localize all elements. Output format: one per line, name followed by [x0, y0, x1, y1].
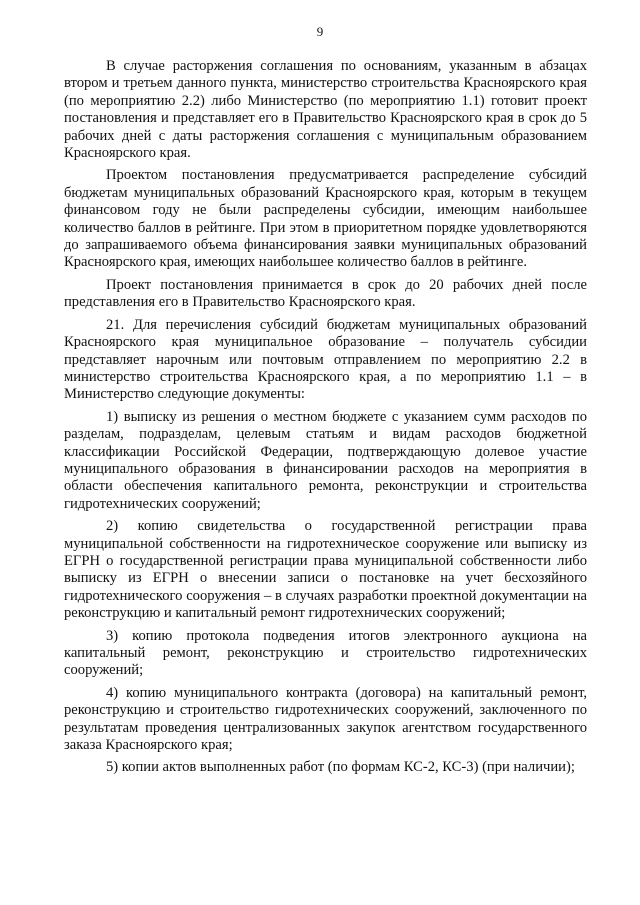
- list-item-municipal-contract: 4) копию муниципального контракта (договора) на капитальный ремонт, реконструкцию и строительство гидротехнических сооружений, заключенного по результатам проведения централизованных закупок агентством государственного заказа Красноярского края;: [64, 684, 587, 754]
- list-item-budget-extract: 1) выписку из решения о местном бюджете с указанием сумм расходов по разделам, подразделам, целевым статьям и видам расходов бюджетной классификации Российской Федерации, подтверждающую долевое участие муниципального образования в финансировании расходов на мероприятия в области обеспечения капитального ремонта, реконструкции и строительства гидротехнических сооружений;: [64, 408, 587, 512]
- paragraph-adoption-deadline: Проект постановления принимается в срок до 20 рабочих дней после представления его в Правительство Красноярского края.: [64, 276, 587, 311]
- paragraph-item-21: 21. Для перечисления субсидий бюджетам муниципальных образований Красноярского края муниципальное образование – получатель субсидии представляет нарочным или почтовым отправлением по мероприятию 2.2 в министерство строительства Красноярского края, а по мероприятию 1.1 – в Министерство следующие документы:: [64, 316, 587, 403]
- list-item-ownership-certificate: 2) копию свидетельства о государственной регистрации права муниципальной собственности на гидротехническое сооружение или выписку из ЕГРН о государственной регистрации права муниципальной собственности либо выписку из ЕГРН о внесении записи о постановке на учет бесхозяйного гидротехнического сооружения – в случаях разработки проектной документации на реконструкцию и капитальный ремонт гидротехнических сооружений;: [64, 518, 587, 622]
- list-item-work-acts: 5) копии актов выполненных работ (по формам КС-2, КС-3) (при наличии);: [106, 759, 575, 776]
- page-number: 9: [316, 24, 324, 39]
- paragraph-redistribution: Проектом постановления предусматривается распределение субсидий бюджетам муниципальных образований Красноярского края, которым в текущем финансовом году не были распределены субсидии, имеющим наибольшее количество баллов в рейтинге. При этом в приоритетном порядке удовлетворяются до запрашиваемого объема финансирования заявки муниципальных образований Красноярского края, имеющих наибольшее количество баллов в рейтинге.: [64, 167, 587, 271]
- document-body: [64, 58, 587, 782]
- list-item-auction-protocol: 3) копию протокола подведения итогов электронного аукциона на капитальный ремонт, реконструкцию и строительство гидротехнических сооружений;: [64, 627, 587, 679]
- paragraph-termination: В случае расторжения соглашения по основаниям, указанным в абзацах втором и третьем данного пункта, министерство строительства Красноярского края (по мероприятию 2.2) либо Министерство (по мероприятию 1.1) готовит проект постановления и представляет его в Правительство Красноярского края в срок до 5 рабочих дней с даты расторжения соглашения с муниципальным образованием Красноярского края.: [64, 58, 587, 162]
